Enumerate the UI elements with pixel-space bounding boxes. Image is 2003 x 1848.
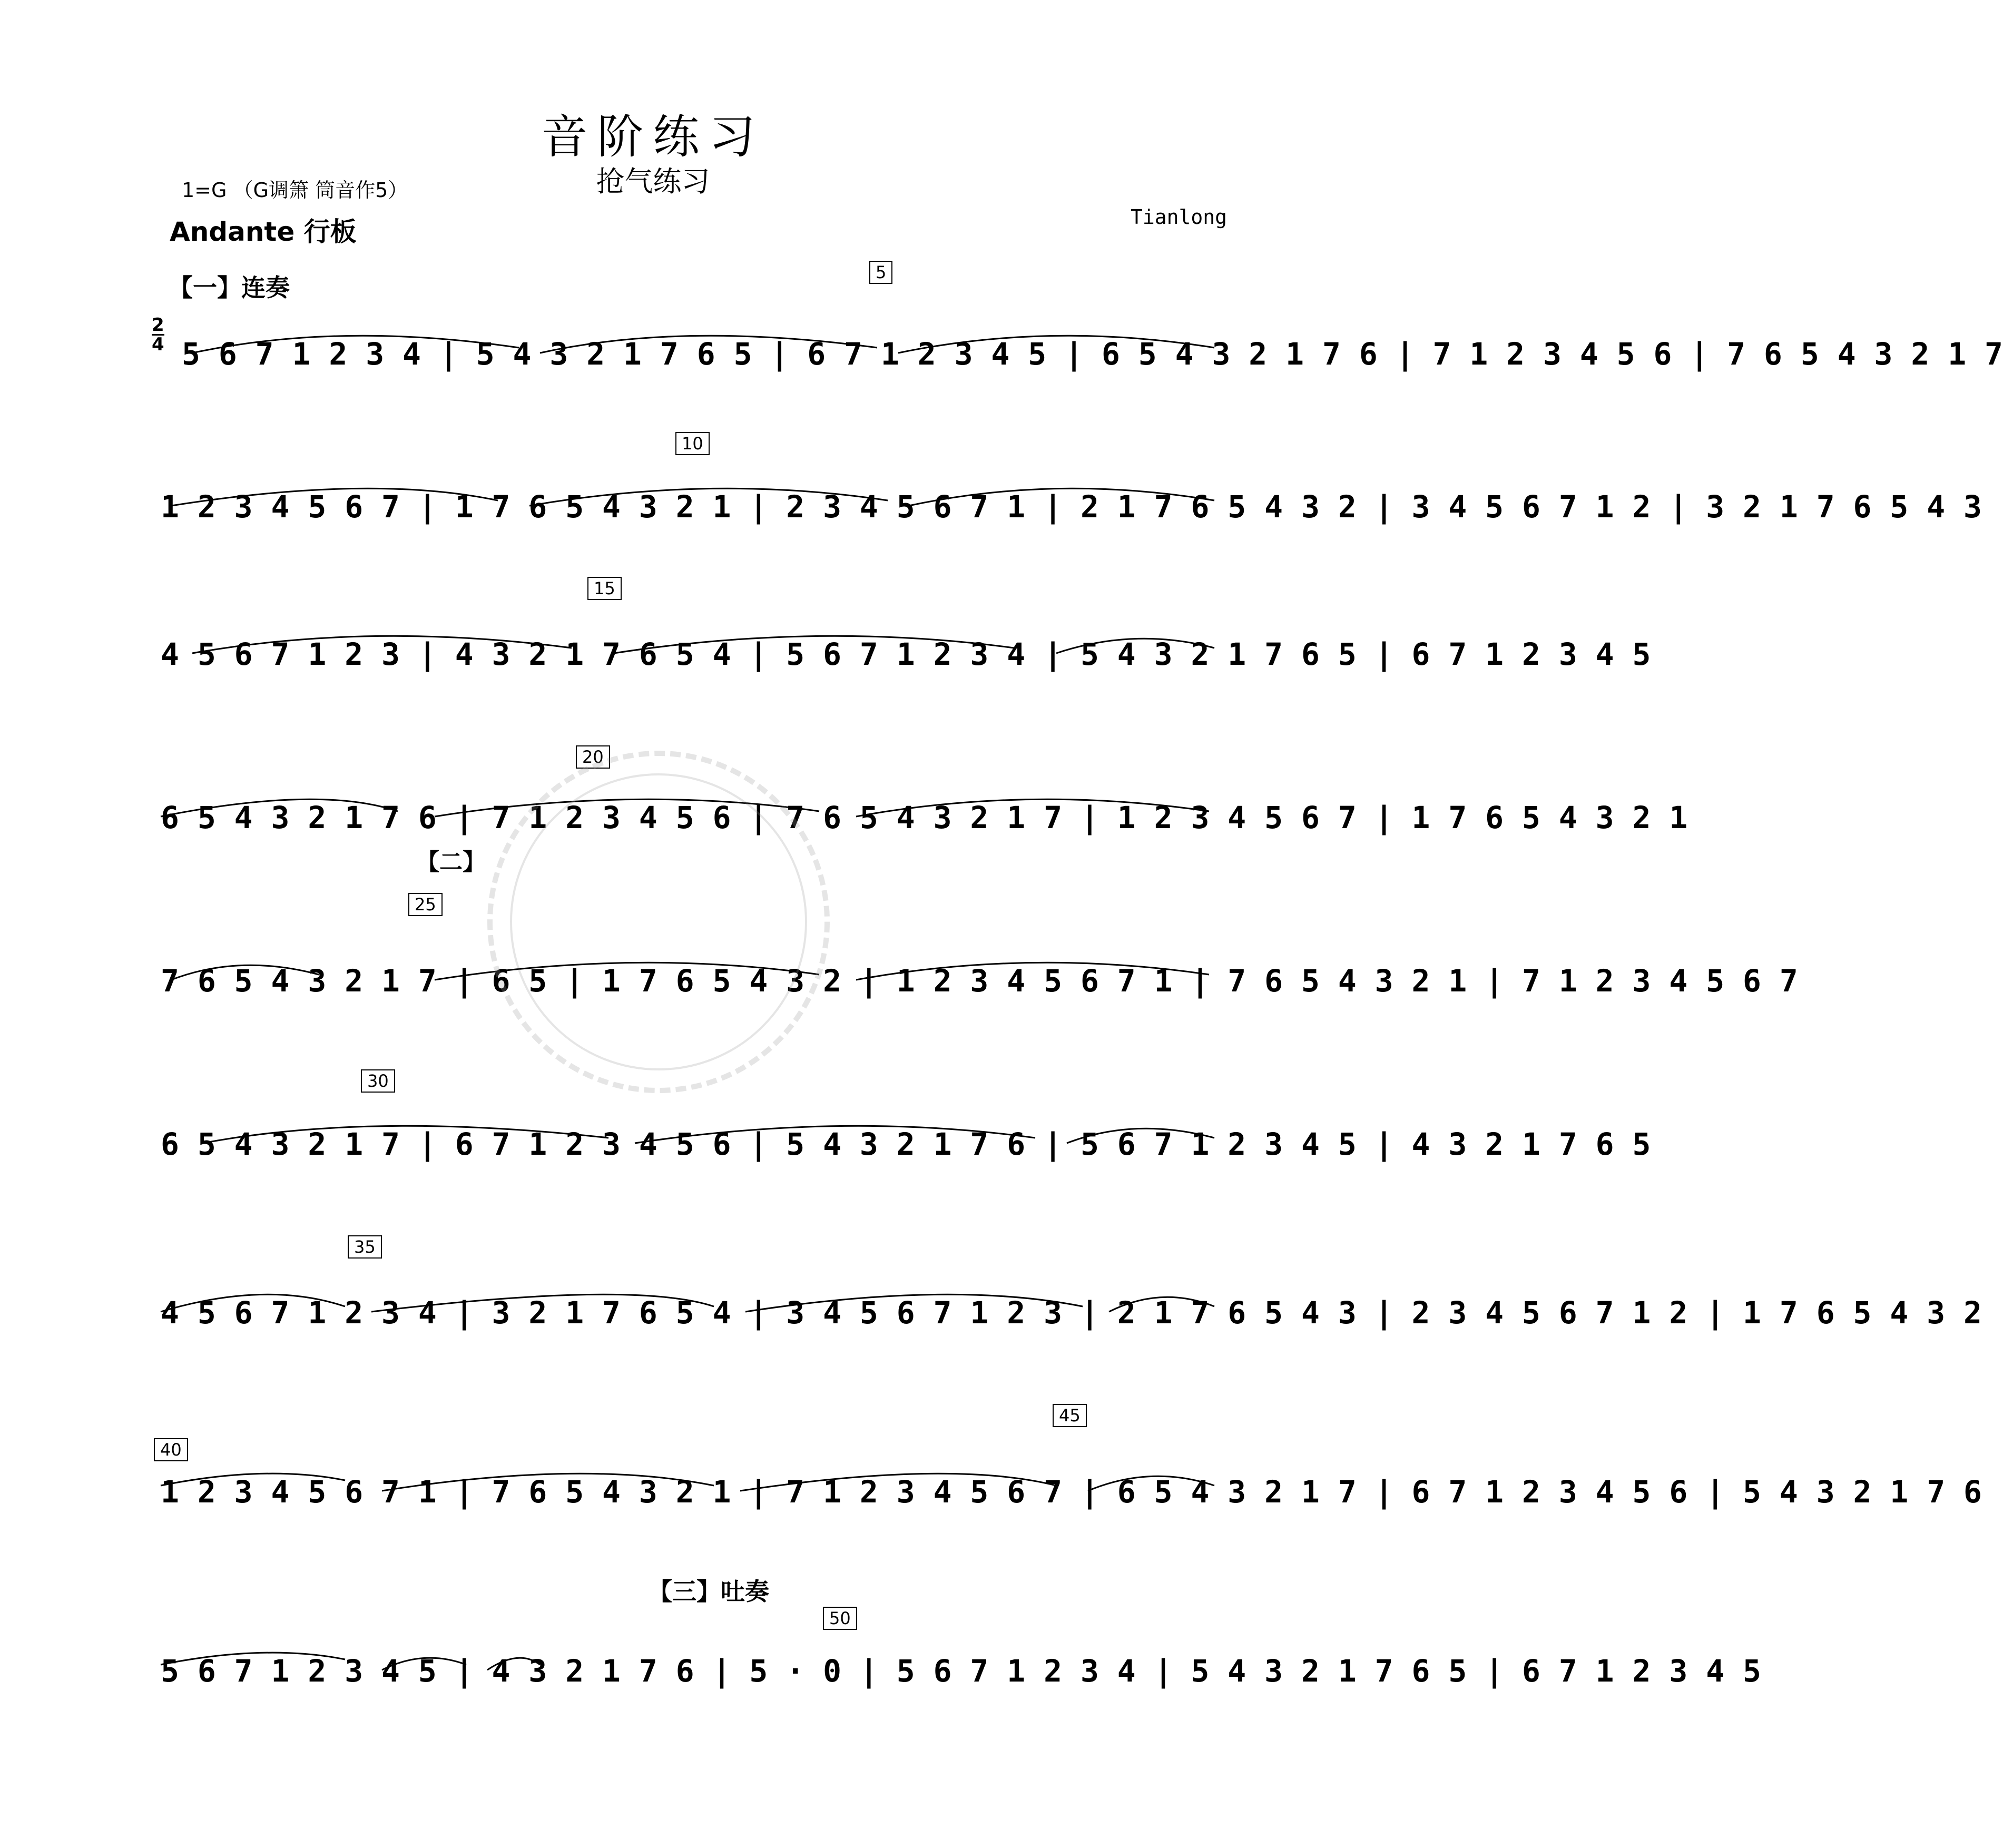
staff-line-3 bbox=[161, 622, 1651, 690]
staff-line-9 bbox=[161, 1638, 1761, 1707]
key-signature: 1=G （G调箫 筒音作5） bbox=[182, 179, 408, 202]
notation-line-3: 4 5 6 7 1 2 3 | 4 3 2 1 7 6 5 4 | 5 6 7 1 2 3 4 | 5 4 3 2 1 7 6 5 | 6 7 1 2 3 4 5 bbox=[161, 636, 1651, 672]
measure-number-20: 20 bbox=[576, 745, 610, 769]
notation-line-1: 5 6 7 1 2 3 4 | 5 4 3 2 1 7 6 5 | 6 7 1 2 3 4 5 | 6 5 4 3 2 1 7 6 | 7 1 2 3 4 5 6 | 7 6 5 4 3 2 1 7 bbox=[182, 336, 2003, 372]
page-title: 音阶练习 bbox=[541, 110, 765, 164]
staff-line-8 bbox=[161, 1459, 1982, 1528]
measure-number-50: 50 bbox=[823, 1607, 857, 1630]
staff-line-2 bbox=[161, 474, 1982, 543]
watermark-seal bbox=[474, 738, 843, 1106]
notation-line-8: 1 2 3 4 5 6 7 1 | 7 6 5 4 3 2 1 | 7 1 2 3 4 5 6 7 | 6 5 4 3 2 1 7 | 6 7 1 2 3 4 5 6 | 5 4 3 2 1 7 6 bbox=[161, 1474, 1982, 1510]
page-subtitle: 抢气练习 bbox=[596, 165, 710, 198]
notation-line-9: 5 6 7 1 2 3 4 5 | 4 3 2 1 7 6 | 5 · 0 | 5 6 7 1 2 3 4 | 5 4 3 2 1 7 6 5 | 6 7 1 2 3 4 5 bbox=[161, 1653, 1761, 1689]
notation-line-4: 6 5 4 3 2 1 7 6 | 7 1 2 3 4 5 6 | 7 6 5 4 3 2 1 7 | 1 2 3 4 5 6 7 | 1 7 6 5 4 3 2 1 bbox=[161, 800, 1688, 835]
measure-number-15: 15 bbox=[587, 577, 622, 600]
staff-line-6 bbox=[161, 1112, 1651, 1180]
measure-number-45: 45 bbox=[1053, 1404, 1087, 1427]
tempo-marking: Andante 行板 bbox=[170, 217, 357, 247]
measure-number-25: 25 bbox=[408, 893, 443, 916]
staff-line-7 bbox=[161, 1280, 1982, 1349]
notation-line-5: 7 6 5 4 3 2 1 7 | 6 5 | 1 7 6 5 4 3 2 | 1 2 3 4 5 6 7 1 | 7 6 5 4 3 2 1 | 7 1 2 3 4 5 6 7 bbox=[161, 963, 1798, 999]
measure-number-30: 30 bbox=[361, 1069, 395, 1093]
notation-line-2: 1 2 3 4 5 6 7 | 1 7 6 5 4 3 2 1 | 2 3 4 5 6 7 1 | 2 1 7 6 5 4 3 2 | 3 4 5 6 7 1 2 | 3 2 1 7 6 5 4 3 bbox=[161, 489, 1982, 525]
notation-line-6: 6 5 4 3 2 1 7 | 6 7 1 2 3 4 5 6 | 5 4 3 2 1 7 6 | 5 6 7 1 2 3 4 5 | 4 3 2 1 7 6 5 bbox=[161, 1126, 1651, 1162]
measure-number-40: 40 bbox=[154, 1438, 188, 1461]
measure-number-5: 5 bbox=[869, 261, 892, 284]
staff-line-1 bbox=[182, 321, 2003, 390]
time-signature: 2 4 bbox=[152, 314, 164, 355]
measure-number-10: 10 bbox=[675, 432, 710, 455]
composer-name: Tianlong bbox=[1130, 205, 1227, 229]
measure-number-35: 35 bbox=[348, 1235, 382, 1259]
notation-line-7: 4 5 6 7 1 2 3 4 | 3 2 1 7 6 5 4 | 3 4 5 6 7 1 2 3 | 2 1 7 6 5 4 3 | 2 3 4 5 6 7 1 2 | 1 7 6 5 4 3 2 bbox=[161, 1295, 1982, 1331]
section-1-label: 【一】连奏 bbox=[169, 273, 290, 302]
section-2-label: 【二】 bbox=[416, 849, 486, 876]
section-3-label: 【三】吐奏 bbox=[648, 1577, 769, 1606]
